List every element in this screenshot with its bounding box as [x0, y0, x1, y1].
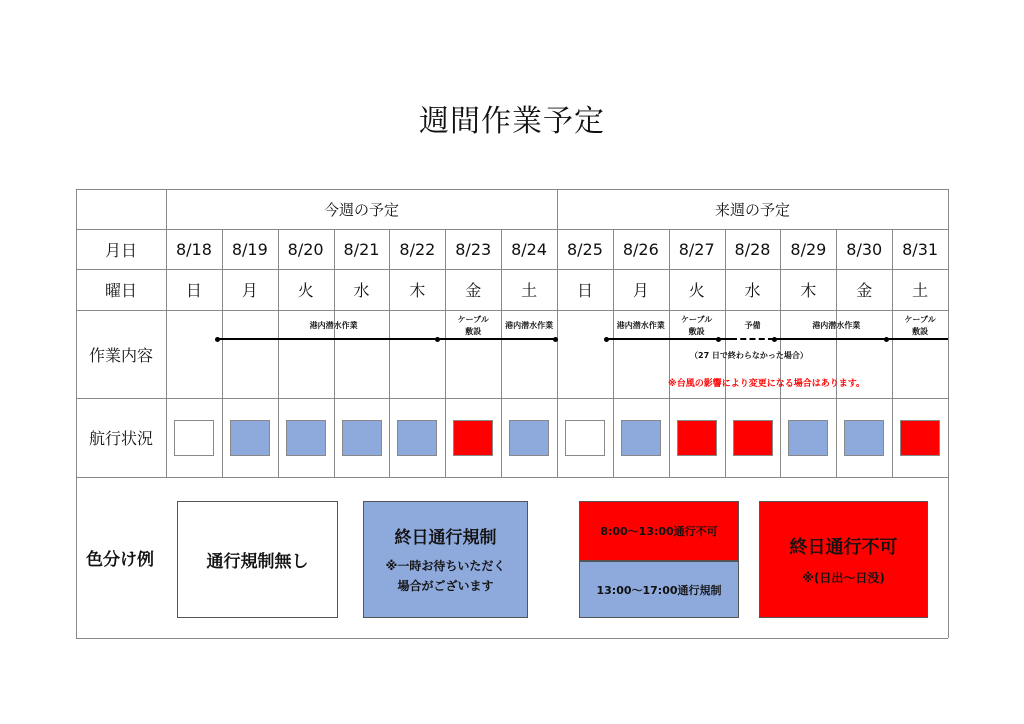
weekday-cell: 土	[912, 281, 929, 300]
legend-partial-restricted	[579, 561, 739, 618]
work-label: 予備	[744, 321, 761, 330]
status-swatch-closed	[900, 420, 940, 456]
typhoon-note: ※台風の影響により変更になる場合はあります。	[668, 379, 866, 389]
work-marker	[553, 337, 558, 342]
weekday-cell: 月	[241, 281, 258, 300]
work-label: 港内潜水作業	[812, 321, 861, 330]
status-swatch-restricted	[397, 420, 437, 456]
table-hline	[76, 310, 948, 311]
work-label: 港内潜水作業	[309, 321, 358, 330]
weekday-cell: 火	[688, 281, 705, 300]
legend-all-day-closed-label: 終日通行不可	[789, 537, 898, 558]
date-cell: 8/26	[622, 239, 659, 259]
date-cell: 8/24	[511, 239, 548, 259]
work-label: 港内潜水作業	[505, 321, 554, 330]
work-line	[437, 338, 557, 340]
status-swatch-closed	[677, 420, 717, 456]
weekday-cell: 土	[521, 281, 538, 300]
legend-restriction-note-1: ※一時お待ちいただく	[385, 559, 506, 573]
work-line	[719, 338, 731, 340]
legend-no-restriction-label: 通行規制無し	[206, 552, 309, 572]
table-hline	[76, 398, 948, 399]
status-swatch-closed	[733, 420, 773, 456]
date-cell: 8/23	[455, 239, 492, 259]
date-cell: 8/20	[287, 239, 324, 259]
weekday-cell: 木	[409, 281, 426, 300]
work-label: 港内潜水作業	[616, 321, 665, 330]
legend-all-day-restriction-label: 終日通行規制	[394, 528, 497, 548]
work-line	[607, 338, 719, 340]
status-swatch-restricted	[230, 420, 270, 456]
legend-partial-restricted-label: 13:00～17:00通行規制	[596, 583, 722, 597]
page-title: 週間作業予定	[419, 104, 605, 139]
status-swatch-none	[565, 420, 605, 456]
work-marker	[884, 337, 889, 342]
table-hline	[76, 638, 948, 639]
row-label-date: 月日	[104, 240, 137, 260]
work-label: 敷設	[688, 327, 705, 336]
date-cell: 8/27	[678, 239, 715, 259]
weekday-cell: 木	[800, 281, 817, 300]
status-swatch-restricted	[621, 420, 661, 456]
legend-partial-closed	[579, 501, 739, 561]
weekday-cell: 金	[856, 281, 873, 300]
row-label-work: 作業内容	[88, 345, 153, 365]
legend-partial-closed-label: 8:00～13:00通行不可	[600, 525, 718, 538]
status-swatch-none	[174, 420, 214, 456]
weekday-cell: 水	[744, 281, 761, 300]
this-week-header: 今週の予定	[324, 200, 400, 219]
work-label: ケーブル	[457, 315, 489, 324]
weekday-cell: 金	[465, 281, 482, 300]
weekday-cell: 火	[297, 281, 314, 300]
legend-no-restriction	[177, 501, 338, 618]
date-cell: 8/28	[734, 239, 771, 259]
date-cell: 8/19	[231, 239, 268, 259]
status-swatch-restricted	[342, 420, 382, 456]
work-label: ケーブル	[681, 315, 713, 324]
date-cell: 8/22	[399, 239, 436, 259]
work-label: 敷設	[912, 327, 929, 336]
weekday-cell: 水	[353, 281, 370, 300]
status-swatch-restricted	[844, 420, 884, 456]
date-cell: 8/18	[175, 239, 212, 259]
work-line	[218, 338, 437, 340]
table-hline	[76, 477, 948, 478]
date-cell: 8/31	[902, 239, 939, 259]
status-swatch-closed	[453, 420, 493, 456]
work-label: ケーブル	[904, 315, 936, 324]
row-label-legend: 色分け例	[86, 550, 154, 570]
date-cell: 8/30	[846, 239, 883, 259]
date-cell: 8/25	[566, 239, 603, 259]
next-week-header: 来週の予定	[715, 200, 791, 219]
row-label-status: 航行状況	[88, 429, 153, 448]
legend-all-day-closed	[759, 501, 928, 618]
weekday-cell: 月	[632, 281, 649, 300]
legend-all-day-restriction	[363, 501, 528, 618]
status-swatch-restricted	[286, 420, 326, 456]
weekday-cell: 日	[185, 281, 202, 300]
row-label-weekday: 曜日	[104, 281, 137, 300]
work-line	[774, 338, 948, 340]
work-note: （27 日で終わらなかった場合）	[690, 351, 808, 360]
work-marker	[215, 337, 220, 342]
legend-restriction-note-2: 場合がございます	[397, 579, 494, 593]
legend-closed-note: ※(日出～日没)	[802, 571, 885, 585]
work-label: 敷設	[465, 327, 482, 336]
status-swatch-restricted	[509, 420, 549, 456]
weekday-cell: 日	[576, 281, 593, 300]
work-dashed-line	[731, 338, 775, 340]
status-swatch-restricted	[788, 420, 828, 456]
date-cell: 8/29	[790, 239, 827, 259]
table-vline	[948, 189, 949, 638]
date-cell: 8/21	[343, 239, 380, 259]
work-marker	[604, 337, 609, 342]
